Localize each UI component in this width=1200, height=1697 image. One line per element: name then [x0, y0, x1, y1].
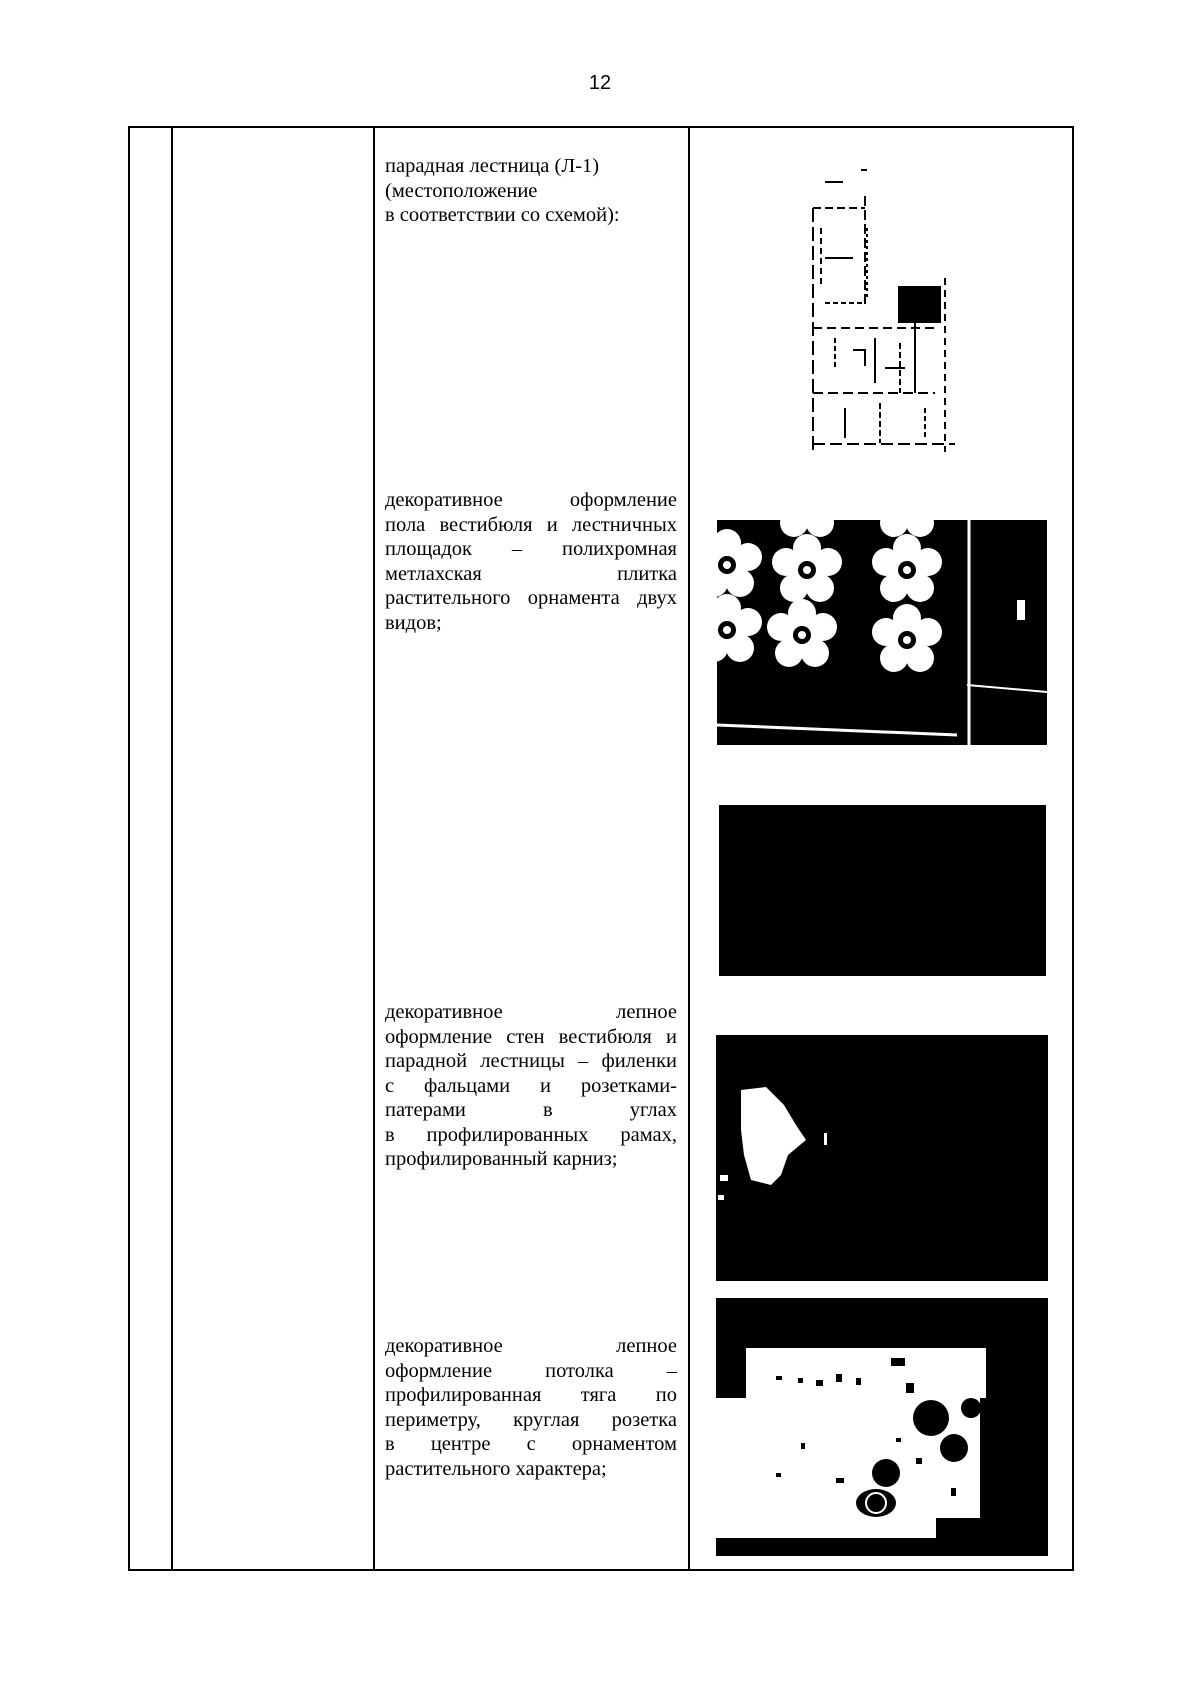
ceiling-rosette-graphic — [716, 1298, 1048, 1556]
text-line: оформление стен вестибюля и — [385, 1025, 677, 1048]
floor-tile-photo-dark — [719, 805, 1046, 976]
text-line: с фальцами и розетками- — [385, 1074, 677, 1097]
text-line: площадок – полихромная — [385, 538, 677, 560]
text-line: декоративное оформление — [385, 489, 677, 511]
column-divider — [373, 128, 375, 1569]
page-number: 12 — [588, 72, 612, 94]
text-line: метлахская плитка — [385, 562, 677, 585]
text-line: периметру, круглая розетка — [385, 1408, 677, 1431]
text-line: растительного характера; — [385, 1457, 607, 1480]
text-line: пола вестибюля и лестничных — [385, 513, 677, 536]
column-divider — [171, 128, 173, 1569]
text-line: в центре с орнаментом — [385, 1433, 677, 1455]
text-line: патерами в углах — [385, 1099, 677, 1121]
text-line: (местоположение — [385, 179, 538, 202]
text-line: профилированная тяга по — [385, 1384, 677, 1406]
text-line: профилированный карниз; — [385, 1148, 618, 1170]
text-line: видов; — [385, 611, 442, 634]
text-line: декоративное лепное — [385, 1001, 677, 1023]
wall-moulding-graphic — [716, 1035, 1048, 1281]
text-line: декоративное лепное — [385, 1335, 677, 1357]
text-line: оформление потолка – — [385, 1359, 677, 1382]
wall-moulding-photo — [716, 1035, 1048, 1281]
floor-tile-photo — [717, 520, 1047, 745]
text-line: парадной лестницы – филенки — [385, 1050, 677, 1072]
row-1-description — [385, 154, 677, 228]
text-line: в профилированных рамах, — [385, 1123, 677, 1146]
row-3-description — [385, 1000, 677, 1172]
text-line: парадная лестница (Л-1) — [385, 155, 600, 177]
row-4-description — [385, 1334, 677, 1481]
row-2-description — [385, 488, 677, 635]
text-line: в соответствии со схемой): — [385, 204, 620, 226]
floor-plan-scheme-image — [805, 168, 955, 452]
text-line: растительного орнамента двух — [385, 587, 677, 609]
tile-ornament-graphic — [717, 520, 1047, 745]
column-divider — [688, 128, 690, 1569]
ceiling-rosette-photo — [716, 1298, 1048, 1556]
